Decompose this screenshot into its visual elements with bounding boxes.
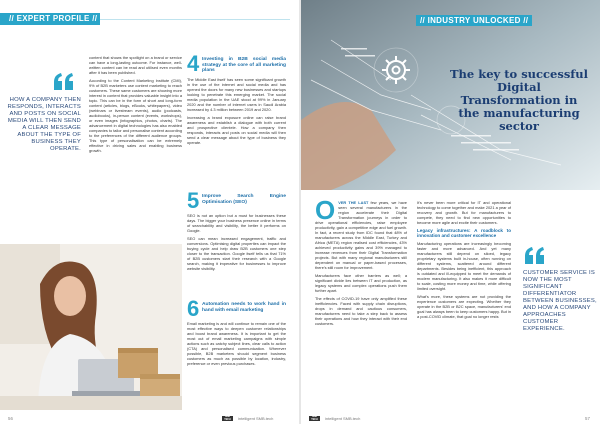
paragraph: Manufacturing operations are increasingly becoming faster and more advanced. And yet many manufacturers still depend on siloed, legacy proprietary systems built in-house, often running on different systems, scattered around different departments. Besides being inefficient, this approach is outdated and ill-equipped to meet the demands of modern manufacturing. It also makes it more difficult to scale, costing more money and time, while offering limited oversight. — [417, 240, 511, 291]
paragraph: According to the Content Marketing Institute (CMI), 9% of B2B marketers use content marketing to reach customers. These same customers are showing more interest in content that provides valuable insight into a topic. This can be in the form of short and long-form content (articles, blogs, eBooks, whitepapers), video (webinars or livestream events), audio (podcasts, audiobooks), in-person content (events, workshops), or even images (infographics, photos, charts). The advancement in digital technologies has also enabled companies to tailor and personalise content according to the preferences of the different audience groups. This type of personalisation can be extremely effective in driving sales and enabling business growth. — [89, 78, 182, 153]
section-bar — [301, 13, 600, 27]
subheading: Legacy infrastructures: A roadblock to innovation and customer excellence — [417, 228, 511, 239]
hero-image — [301, 0, 600, 190]
section-number: 6 — [187, 296, 200, 321]
section-heading: Automation needs to work hand in hand with email marketing — [202, 302, 286, 313]
page-number: 56 — [8, 416, 13, 421]
footer-text: intelligent SMB.tech — [325, 416, 361, 421]
footer-text: intelligent SMB.tech — [238, 416, 274, 421]
section-rule — [100, 19, 290, 20]
section-number: 5 — [187, 188, 200, 213]
section-heading: Investing in B2B social media strategy at the core of all marketing plans — [202, 57, 286, 74]
quote-mark-icon — [52, 72, 76, 92]
paragraph: The Middle East itself has seen some significant growth in the use of the internet and social media and has opened the doors for many new businesses and startups looking to penetrate this emerging market. The social media population in the UAE stood at 99% in January 2020 and the number of internet users in Saudi Arabia increased by 4.3 million between 2019 and 2020. — [187, 76, 286, 112]
paragraph: Increasing a brand exposure online can raise brand awareness and establish a dialogue with both current and prospective clientele. How a company then responds, interacts and posts on social media will then send a clear message about the type of business they operate. — [187, 114, 286, 145]
paragraph: The effects of COVID-19 have only amplified these inefficiencies. Faced with supply chain disruptions, drops in demand and cautious consumers, manufacturers need to take a step back to assess their operations and how they interact with their end customers. — [315, 296, 407, 326]
article-column-2 — [417, 200, 511, 322]
page-number: 57 — [585, 416, 590, 421]
left-page — [0, 0, 299, 424]
article-column-1 — [315, 195, 407, 329]
pull-quote: HOW A COMPANY THEN RESPONDS, INTERACTS AND POSTS ON SOCIAL MEDIA WILL THEN SEND A CLEAR MESSAGE ABOUT THE TYPE OF BUSINESS THEY OPERATE. — [7, 97, 81, 152]
section-6 — [187, 296, 286, 369]
logo: SMB TECH — [222, 416, 233, 421]
paragraph: What's more, these systems are not providing the experience customers are expecting. Whether they operate in the B2B or B2C space, manufacturers' end goal has always been to keep customers happy. But in a post-COVID climate, that goal no longer rests — [417, 293, 511, 319]
section-label: // INDUSTRY UNLOCKED // — [416, 15, 532, 26]
section-5 — [187, 188, 286, 274]
article-title: The key to successful Digital Transformation in the manufacturing sector — [450, 67, 588, 133]
paragraph — [315, 195, 407, 270]
section-4 — [187, 51, 286, 148]
section-heading: Improve Search Engine Optimisation (SEO) — [202, 194, 286, 205]
lead-in: VER THE LAST — [338, 200, 369, 205]
pull-quote: CUSTOMER SERVICE IS NOW THE MOST SIGNIFICANT DIFFERENTIATOR BETWEEN BUSINESSES, AND HOW A COMPANY APPROACHES CUSTOMER EXPERIENCE. — [523, 270, 597, 332]
photo-businesswoman-laptop — [0, 244, 182, 410]
right-page — [301, 0, 600, 424]
section-number: 4 — [187, 51, 200, 76]
drop-cap: O — [315, 195, 336, 225]
article-column-1 — [89, 55, 182, 156]
paragraph-text: few years, we have seen several manufacturers in the region accelerate their Digital Transformation journeys in order to drive operational efficiencies, raise employee productivity, gain a competitive edge and fuel growth. In fact, a recent study from IDC found that 48% of manufacturers across the Middle East, Turkey and Africa (META) region realised cost efficiencies, 43% achieved productivity gains and 39% managed to increase revenues from their Digital Transformation projects. But with many regional manufacturers still dependent on manual or paper-based processes, there's still room for improvement. — [315, 200, 407, 270]
paragraph: Manufacturers face other barriers as well; a significant divide lies between IT and production, as legacy systems and complex operations push them further apart. — [315, 273, 407, 293]
photo-illustration — [0, 244, 182, 410]
logo: SMB TECH — [309, 416, 320, 421]
paragraph: content that shows the spotlight on a brand or service can have a long-lasting outcome. For instance, well-written content can be read and utilised even months after it has been published. — [89, 55, 182, 75]
paragraph: SEO is not an option but a must for businesses these days. The bigger your business presence online in terms of searchability and visibility, the better it performs on Google. — [187, 213, 286, 233]
section-label: // EXPERT PROFILE // — [0, 13, 100, 25]
paragraph: Email marketing is and will continue to remain one of the most effective ways to deepen customer relationships and boost brand awareness. It is important to get the most out of email marketing campaigns with simple actions such as catchy subject lines, clear calls to action (CTA) and personalised communication. Wherever possible, B2B marketers should segment business customers as much as possible by location, industry, preference or even previous purchases. — [187, 321, 286, 366]
quote-mark-icon — [523, 246, 547, 266]
paragraph: It's never been more critical for IT and operational technology to come together and make 2021 a year of recovery and growth. But for manufacturers to compete, they need to find new opportunities to become more agile and excite their customers. — [417, 200, 511, 225]
paragraph: SEO can mean increased engagement, traffic and conversions. Optimising digital properties can impact the buying cycle and help draw B2B customers one step closer to the transaction. Google itself tells us that 71% of B2B customers start their research with a Google search, making it imperative for businesses to improve website visibility. — [187, 236, 286, 271]
